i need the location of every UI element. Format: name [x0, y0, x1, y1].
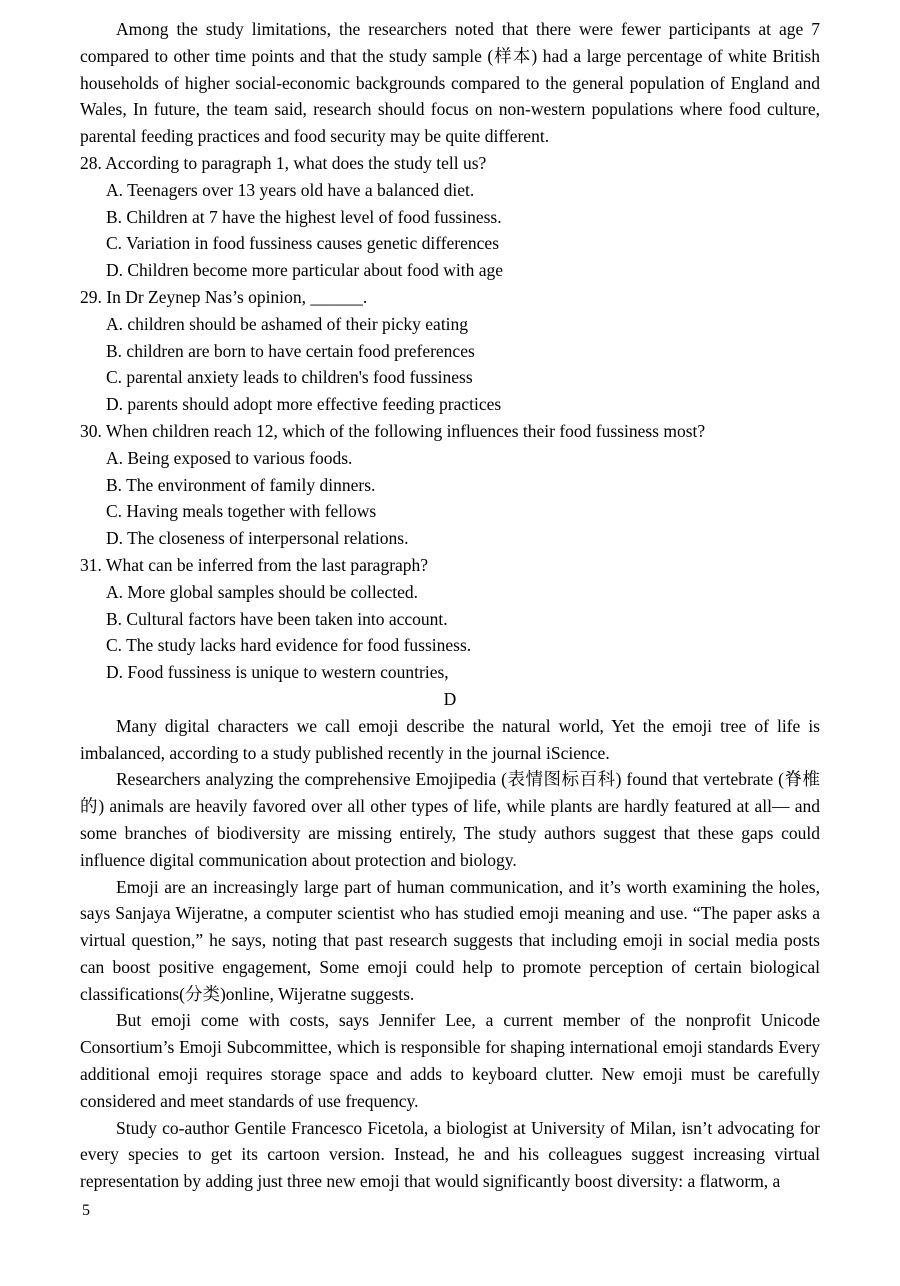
- question-30-option-a: A. Being exposed to various foods.: [106, 447, 353, 468]
- question-31-option-c: C. The study lacks hard evidence for food fussiness.: [106, 635, 472, 656]
- question-29: [80, 284, 820, 418]
- question-29-option-d: D. parents should adopt more effective feeding practices: [106, 394, 502, 415]
- question-28: [80, 150, 820, 284]
- question-28-option-a: A. Teenagers over 13 years old have a balanced diet.: [106, 179, 475, 200]
- section-d-label: D: [443, 688, 457, 709]
- passage-d-paragraph-1: Many digital characters we call emoji describe the natural world, Yet the emoji tree of life is imbalanced, according to a study published recently in the journal iScience.: [80, 715, 820, 763]
- question-30: [80, 418, 820, 552]
- passage-d: [80, 713, 820, 1195]
- question-29-option-a: A. children should be ashamed of their picky eating: [106, 313, 469, 334]
- question-31: [80, 552, 820, 686]
- question-31-stem: 31. What can be inferred from the last paragraph?: [80, 554, 429, 575]
- passage-d-paragraph-5: Study co-author Gentile Francesco Ficetola, a biologist at University of Milan, isn’t advocating for every species to get its cartoon version. Instead, he and his colleagues suggest increasing virtual representation by adding just three new emoji that would significantly boost diversity: a flatworm, a: [80, 1117, 820, 1192]
- passage-c-final-paragraph: Among the study limitations, the researchers noted that there were fewer participants at age 7 compared to other time points and that the study sample (样本) had a large percentage of white British households of higher social-economic backgrounds compared to the general population of England and Wales, In future, the team said, research should focus on non-western populations where food culture, parental feeding practices and food security may be quite different.: [80, 19, 820, 147]
- question-28-option-c: C. Variation in food fussiness causes genetic differences: [106, 233, 499, 254]
- page-number: 5: [82, 1202, 90, 1219]
- passage-d-paragraph-2: Researchers analyzing the comprehensive Emojipedia (表情图标百科) found that vertebrate (脊椎的) animals are heavily favored over all other types of life, while plants are hardly featured at all— and some branches of biodiversity are missing entirely, The study authors suggest that these gaps could influence digital communication about protection and biology.: [80, 769, 820, 870]
- question-29-option-c: C. parental anxiety leads to children's food fussiness: [106, 367, 473, 388]
- question-29-option-b: B. children are born to have certain food preferences: [106, 340, 475, 361]
- question-28-option-b: B. Children at 7 have the highest level of food fussiness.: [106, 206, 502, 227]
- question-31-option-a: A. More global samples should be collected.: [106, 581, 419, 602]
- question-30-option-d: D. The closeness of interpersonal relations.: [106, 528, 409, 549]
- question-30-stem: 30. When children reach 12, which of the following influences their food fussiness most?: [80, 420, 706, 441]
- passage-d-paragraph-3: Emoji are an increasingly large part of human communication, and it’s worth examining the holes, says Sanjaya Wijeratne, a computer scientist who has studied emoji meaning and use. “The paper asks a virtual question,” he says, noting that past research suggests that including emoji in social media posts can boost positive engagement, Some emoji could help to promote perception of certain biological classifications(分类)online, Wijeratne suggests.: [80, 876, 820, 1004]
- passage-d-paragraph-4: But emoji come with costs, says Jennifer Lee, a current member of the nonprofit Unicode Consortium’s Emoji Subcommittee, which is responsible for shaping international emoji standards Every additional emoji requires storage space and adds to keyboard clutter. New emoji must be carefully considered and meet standards of use frequency.: [80, 1010, 820, 1111]
- question-29-stem: 29. In Dr Zeynep Nas’s opinion, ______.: [80, 286, 368, 307]
- question-31-option-b: B. Cultural factors have been taken into account.: [106, 608, 448, 629]
- question-30-option-c: C. Having meals together with fellows: [106, 501, 377, 522]
- question-31-option-d: D. Food fussiness is unique to western countries,: [106, 662, 449, 683]
- question-28-option-d: D. Children become more particular about food with age: [106, 260, 504, 281]
- question-30-option-b: B. The environment of family dinners.: [106, 474, 376, 495]
- question-28-stem: 28. According to paragraph 1, what does the study tell us?: [80, 152, 487, 173]
